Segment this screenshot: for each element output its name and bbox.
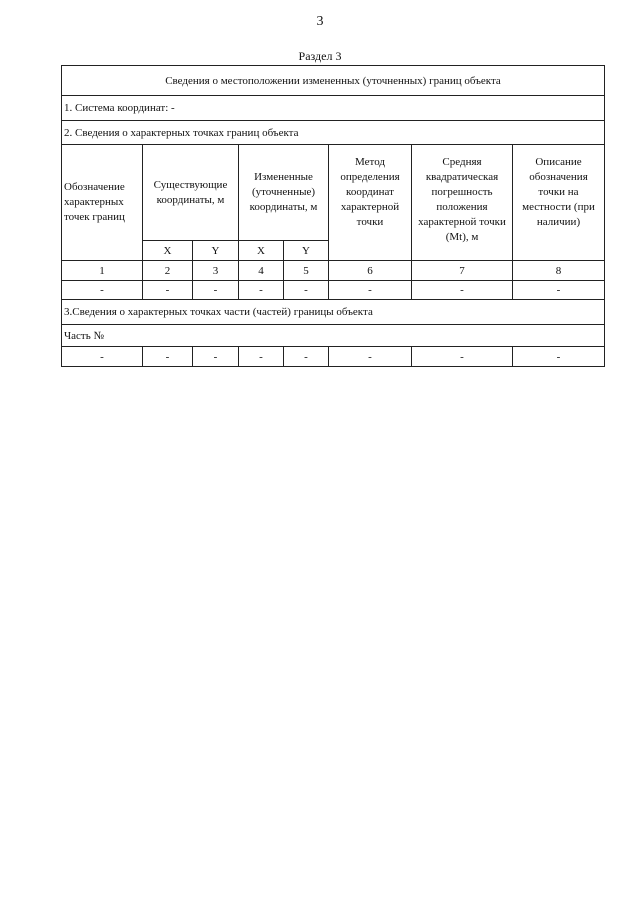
coordinate-system-row: 1. Система координат: - bbox=[62, 96, 605, 121]
header-description: Описание обозначения точки на местности (при наличии) bbox=[513, 145, 605, 261]
column-number: 8 bbox=[513, 261, 605, 281]
column-number: 2 bbox=[143, 261, 193, 281]
header-changed-x: X bbox=[239, 241, 284, 261]
table-cell: - bbox=[513, 347, 605, 367]
header-changed-y: Y bbox=[284, 241, 329, 261]
column-numbers-row bbox=[62, 261, 605, 281]
header-existing-y: Y bbox=[193, 241, 239, 261]
table-cell: - bbox=[193, 347, 239, 367]
column-number: 7 bbox=[412, 261, 513, 281]
header-method: Метод определения координат характерной точки bbox=[329, 145, 412, 261]
header-existing-coordinates: Существующие координаты, м bbox=[143, 145, 239, 241]
table-cell: - bbox=[62, 347, 143, 367]
table-cell: - bbox=[239, 281, 284, 300]
header-existing-x: X bbox=[143, 241, 193, 261]
table-cell: - bbox=[193, 281, 239, 300]
table-cell: - bbox=[284, 347, 329, 367]
object-boundaries-table bbox=[61, 65, 605, 367]
table-cell: - bbox=[143, 281, 193, 300]
column-number: 3 bbox=[193, 261, 239, 281]
column-number: 4 bbox=[239, 261, 284, 281]
column-number: 5 bbox=[284, 261, 329, 281]
page-number: 3 bbox=[316, 14, 324, 29]
table-cell: - bbox=[62, 281, 143, 300]
table-cell: - bbox=[329, 281, 412, 300]
table-cell: - bbox=[329, 347, 412, 367]
parts-section-title: 3.Сведения о характерных точках части (частей) границы объекта bbox=[62, 300, 605, 325]
table-cell: - bbox=[284, 281, 329, 300]
table-cell: - bbox=[412, 347, 513, 367]
header-changed-coordinates: Измененные (уточненные) координаты, м bbox=[239, 145, 329, 241]
table-row bbox=[62, 347, 605, 367]
table-row bbox=[62, 281, 605, 300]
table-cell: - bbox=[143, 347, 193, 367]
header-designation: Обозначение характерных точек границ bbox=[62, 145, 143, 261]
table-title: Сведения о местоположении измененных (уточненных) границ объекта bbox=[62, 66, 605, 96]
section-title: Раздел 3 bbox=[298, 49, 342, 63]
header-mean-error: Средняя квадратическая погрешность положения характерной точки (Mt), м bbox=[412, 145, 513, 261]
points-section-title: 2. Сведения о характерных точках границ объекта bbox=[62, 121, 605, 145]
column-number: 1 bbox=[62, 261, 143, 281]
table-cell: - bbox=[513, 281, 605, 300]
table-cell: - bbox=[412, 281, 513, 300]
table-cell: - bbox=[239, 347, 284, 367]
column-number: 6 bbox=[329, 261, 412, 281]
part-number-row: Часть № bbox=[62, 325, 605, 347]
